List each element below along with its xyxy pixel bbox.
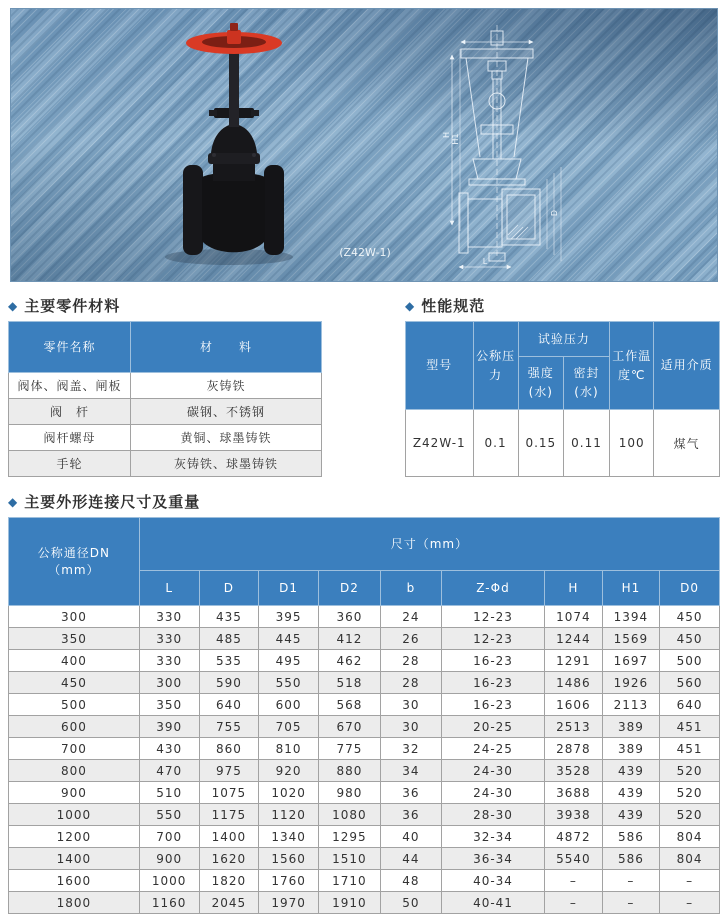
dim-label-d: D: [550, 209, 559, 217]
dim-label-l: L: [482, 257, 488, 266]
table-cell: 28-30: [441, 804, 544, 826]
table-cell: 445: [259, 628, 319, 650]
table-cell: 550: [139, 804, 199, 826]
product-banner: [10, 8, 718, 282]
table-cell: 586: [602, 826, 660, 848]
table-cell: 0.11: [563, 410, 609, 477]
table-cell: 520: [660, 804, 720, 826]
table-row: [9, 826, 720, 848]
table-cell: 439: [602, 804, 660, 826]
table-cell: –: [660, 870, 720, 892]
table-cell: 700: [139, 826, 199, 848]
column-header-d1: D1: [259, 571, 319, 606]
table-row: [9, 804, 720, 826]
column-header-b: b: [380, 571, 441, 606]
table-row: [9, 373, 322, 399]
table-cell: 20-25: [441, 716, 544, 738]
column-header-seal: 密封(水): [563, 357, 609, 410]
table-cell: 36-34: [441, 848, 544, 870]
table-cell: 810: [259, 738, 319, 760]
column-header-medium: 适用介质: [654, 322, 720, 410]
table-cell: 430: [139, 738, 199, 760]
table-cell: 510: [139, 782, 199, 804]
table-cell: 32-34: [441, 826, 544, 848]
table-cell: 16-23: [441, 694, 544, 716]
table-cell: 1820: [199, 870, 259, 892]
table-cell: 1970: [259, 892, 319, 914]
table-row: [9, 606, 720, 628]
table-cell: 30: [380, 716, 441, 738]
table-cell: 28: [380, 650, 441, 672]
table-cell: 28: [380, 672, 441, 694]
table-cell: 1291: [545, 650, 603, 672]
table-cell: 1560: [259, 848, 319, 870]
materials-title-text: 主要零件材料: [24, 297, 121, 315]
table-cell: 705: [259, 716, 319, 738]
table-cell: 600: [259, 694, 319, 716]
table-cell: 50: [380, 892, 441, 914]
table-cell: 34: [380, 760, 441, 782]
table-cell: 640: [199, 694, 259, 716]
table-cell: 1620: [199, 848, 259, 870]
table-cell: 1800: [9, 892, 140, 914]
table-cell: 1074: [545, 606, 603, 628]
column-header-d: D: [199, 571, 259, 606]
table-cell: 1400: [9, 848, 140, 870]
table-cell: 330: [139, 628, 199, 650]
table-cell: 煤气: [654, 410, 720, 477]
table-cell: 24: [380, 606, 441, 628]
table-row: [9, 425, 322, 451]
column-header-h: H: [545, 571, 603, 606]
dn-header-line2: （mm）: [48, 562, 100, 577]
table-cell: 975: [199, 760, 259, 782]
table-cell: 450: [660, 606, 720, 628]
materials-section: [8, 295, 322, 477]
table-cell: 389: [602, 738, 660, 760]
diamond-bullet-icon: ◆: [405, 298, 415, 313]
performance-table-header: [406, 322, 720, 410]
table-row: [9, 650, 720, 672]
table-cell: 435: [199, 606, 259, 628]
table-cell: 775: [318, 738, 380, 760]
table-cell: 灰铸铁: [131, 373, 322, 399]
table-cell: 32: [380, 738, 441, 760]
table-row: [9, 738, 720, 760]
table-cell: 1020: [259, 782, 319, 804]
table-cell: 670: [318, 716, 380, 738]
product-banner-graphic: [11, 9, 717, 281]
table-cell: 2513: [545, 716, 603, 738]
table-cell: 1075: [199, 782, 259, 804]
table-cell: 2878: [545, 738, 603, 760]
table-cell: 1120: [259, 804, 319, 826]
table-cell: 4872: [545, 826, 603, 848]
table-cell: 16-23: [441, 650, 544, 672]
table-cell: 36: [380, 782, 441, 804]
table-cell: –: [545, 870, 603, 892]
table-cell: 450: [660, 628, 720, 650]
table-cell: 1295: [318, 826, 380, 848]
dimensions-table-body: [9, 606, 720, 914]
performance-section-title: [405, 295, 720, 316]
table-cell: 48: [380, 870, 441, 892]
table-cell: 40-34: [441, 870, 544, 892]
table-cell: 485: [199, 628, 259, 650]
table-cell: 450: [9, 672, 140, 694]
performance-table-body: [406, 410, 720, 477]
table-row: [9, 782, 720, 804]
table-cell: 1926: [602, 672, 660, 694]
column-header-d2: D2: [318, 571, 380, 606]
table-row: [9, 716, 720, 738]
table-cell: 439: [602, 760, 660, 782]
table-cell: –: [545, 892, 603, 914]
table-cell: 412: [318, 628, 380, 650]
table-cell: 586: [602, 848, 660, 870]
table-cell: 2045: [199, 892, 259, 914]
column-header-size-group: 尺寸（mm）: [139, 518, 719, 571]
table-cell: 560: [660, 672, 720, 694]
table-cell: 1160: [139, 892, 199, 914]
table-cell: 640: [660, 694, 720, 716]
table-cell: 1697: [602, 650, 660, 672]
table-cell: 1486: [545, 672, 603, 694]
table-cell: 0.1: [473, 410, 518, 477]
column-header-working-temp: 工作温度℃: [610, 322, 654, 410]
dim-label-h: H: [442, 131, 451, 139]
table-row: [9, 672, 720, 694]
table-cell: 1200: [9, 826, 140, 848]
table-cell: 灰铸铁、球墨铸铁: [131, 451, 322, 477]
table-cell: 44: [380, 848, 441, 870]
table-cell: 1600: [9, 870, 140, 892]
table-cell: 1000: [9, 804, 140, 826]
table-cell: 920: [259, 760, 319, 782]
table-row: [9, 870, 720, 892]
diamond-bullet-icon: ◆: [8, 494, 18, 509]
table-cell: 24-30: [441, 760, 544, 782]
table-cell: 439: [602, 782, 660, 804]
table-cell: 804: [660, 848, 720, 870]
table-cell: 3688: [545, 782, 603, 804]
dimensions-title-text: 主要外形连接尺寸及重量: [24, 493, 201, 511]
dimensions-section-title: [8, 491, 720, 512]
table-cell: 451: [660, 716, 720, 738]
table-cell: 590: [199, 672, 259, 694]
column-header-d0: D0: [660, 571, 720, 606]
table-cell: 24-25: [441, 738, 544, 760]
table-row: [9, 399, 322, 425]
spec-tables-row: [0, 295, 728, 477]
table-cell: 568: [318, 694, 380, 716]
column-header-dn: [9, 518, 140, 606]
table-cell: 360: [318, 606, 380, 628]
dn-header-line1: 公称通径DN: [37, 545, 111, 560]
table-cell: 550: [259, 672, 319, 694]
table-cell: 390: [139, 716, 199, 738]
table-cell: 389: [602, 716, 660, 738]
table-row: [9, 628, 720, 650]
table-cell: 5540: [545, 848, 603, 870]
table-cell: 1510: [318, 848, 380, 870]
table-cell: 900: [9, 782, 140, 804]
table-cell: 300: [139, 672, 199, 694]
table-cell: 470: [139, 760, 199, 782]
valve-model-caption: (Z42W-1): [339, 246, 391, 259]
table-row: [9, 892, 720, 914]
table-cell: 535: [199, 650, 259, 672]
table-cell: 1400: [199, 826, 259, 848]
table-cell: 1000: [139, 870, 199, 892]
table-cell: 700: [9, 738, 140, 760]
table-cell: 阀体、阀盖、闸板: [9, 373, 131, 399]
column-header-nominal-pressure: 公称压力: [473, 322, 518, 410]
table-cell: 手轮: [9, 451, 131, 477]
table-cell: 24-30: [441, 782, 544, 804]
table-cell: 2113: [602, 694, 660, 716]
table-cell: 1394: [602, 606, 660, 628]
table-cell: 1080: [318, 804, 380, 826]
column-header-part-name: 零件名称: [9, 322, 131, 373]
dimensions-section: [0, 491, 728, 914]
table-cell: –: [602, 892, 660, 914]
column-header-l: L: [139, 571, 199, 606]
dim-label-h1: H1: [451, 133, 460, 145]
table-cell: 300: [9, 606, 140, 628]
performance-section: [405, 295, 720, 477]
table-row: [9, 451, 322, 477]
materials-section-title: [8, 295, 322, 316]
column-header-material: 材 料: [131, 322, 322, 373]
table-cell: Z42W-1: [406, 410, 474, 477]
table-cell: 462: [318, 650, 380, 672]
table-cell: 350: [139, 694, 199, 716]
table-cell: 495: [259, 650, 319, 672]
table-cell: 755: [199, 716, 259, 738]
table-cell: 3938: [545, 804, 603, 826]
table-row: [9, 760, 720, 782]
table-cell: 100: [610, 410, 654, 477]
performance-table: [405, 321, 720, 477]
table-cell: 600: [9, 716, 140, 738]
table-cell: 碳钢、不锈钢: [131, 399, 322, 425]
table-cell: 350: [9, 628, 140, 650]
valve-photo: [165, 23, 293, 265]
table-row: [9, 694, 720, 716]
table-cell: 26: [380, 628, 441, 650]
table-cell: 520: [660, 782, 720, 804]
table-cell: 1760: [259, 870, 319, 892]
table-cell: –: [602, 870, 660, 892]
table-cell: 12-23: [441, 628, 544, 650]
table-cell: 518: [318, 672, 380, 694]
materials-table: [8, 321, 322, 477]
column-header-model: 型号: [406, 322, 474, 410]
table-cell: 12-23: [441, 606, 544, 628]
table-cell: 3528: [545, 760, 603, 782]
table-row: [406, 410, 720, 477]
table-cell: 1910: [318, 892, 380, 914]
table-cell: 860: [199, 738, 259, 760]
table-cell: 395: [259, 606, 319, 628]
table-cell: 400: [9, 650, 140, 672]
table-row: [9, 848, 720, 870]
table-cell: 330: [139, 606, 199, 628]
table-cell: 阀 杆: [9, 399, 131, 425]
diamond-bullet-icon: ◆: [8, 298, 18, 313]
column-header-test-pressure: 试验压力: [518, 322, 609, 357]
materials-table-header: [9, 322, 322, 373]
table-cell: 800: [9, 760, 140, 782]
table-cell: 500: [660, 650, 720, 672]
table-cell: –: [660, 892, 720, 914]
table-cell: 黄铜、球墨铸铁: [131, 425, 322, 451]
table-cell: 1606: [545, 694, 603, 716]
column-header-z-phi-d: Z-Φd: [441, 571, 544, 606]
table-cell: 451: [660, 738, 720, 760]
table-cell: 1569: [602, 628, 660, 650]
table-cell: 36: [380, 804, 441, 826]
column-header-h1: H1: [602, 571, 660, 606]
dimensions-table: [8, 517, 720, 914]
table-cell: 1244: [545, 628, 603, 650]
table-cell: 980: [318, 782, 380, 804]
table-cell: 1710: [318, 870, 380, 892]
table-cell: 40-41: [441, 892, 544, 914]
table-cell: 0.15: [518, 410, 563, 477]
table-cell: 30: [380, 694, 441, 716]
table-cell: 500: [9, 694, 140, 716]
dimensions-table-header: [9, 518, 720, 606]
table-cell: 阀杆螺母: [9, 425, 131, 451]
table-cell: 520: [660, 760, 720, 782]
table-cell: 16-23: [441, 672, 544, 694]
table-cell: 804: [660, 826, 720, 848]
table-cell: 1175: [199, 804, 259, 826]
performance-title-text: 性能规范: [421, 297, 486, 315]
column-header-strength: 强度(水): [518, 357, 563, 410]
valve-technical-drawing: [452, 25, 561, 267]
table-cell: 1340: [259, 826, 319, 848]
table-cell: 330: [139, 650, 199, 672]
table-cell: 880: [318, 760, 380, 782]
materials-table-body: [9, 373, 322, 477]
table-cell: 900: [139, 848, 199, 870]
table-cell: 40: [380, 826, 441, 848]
